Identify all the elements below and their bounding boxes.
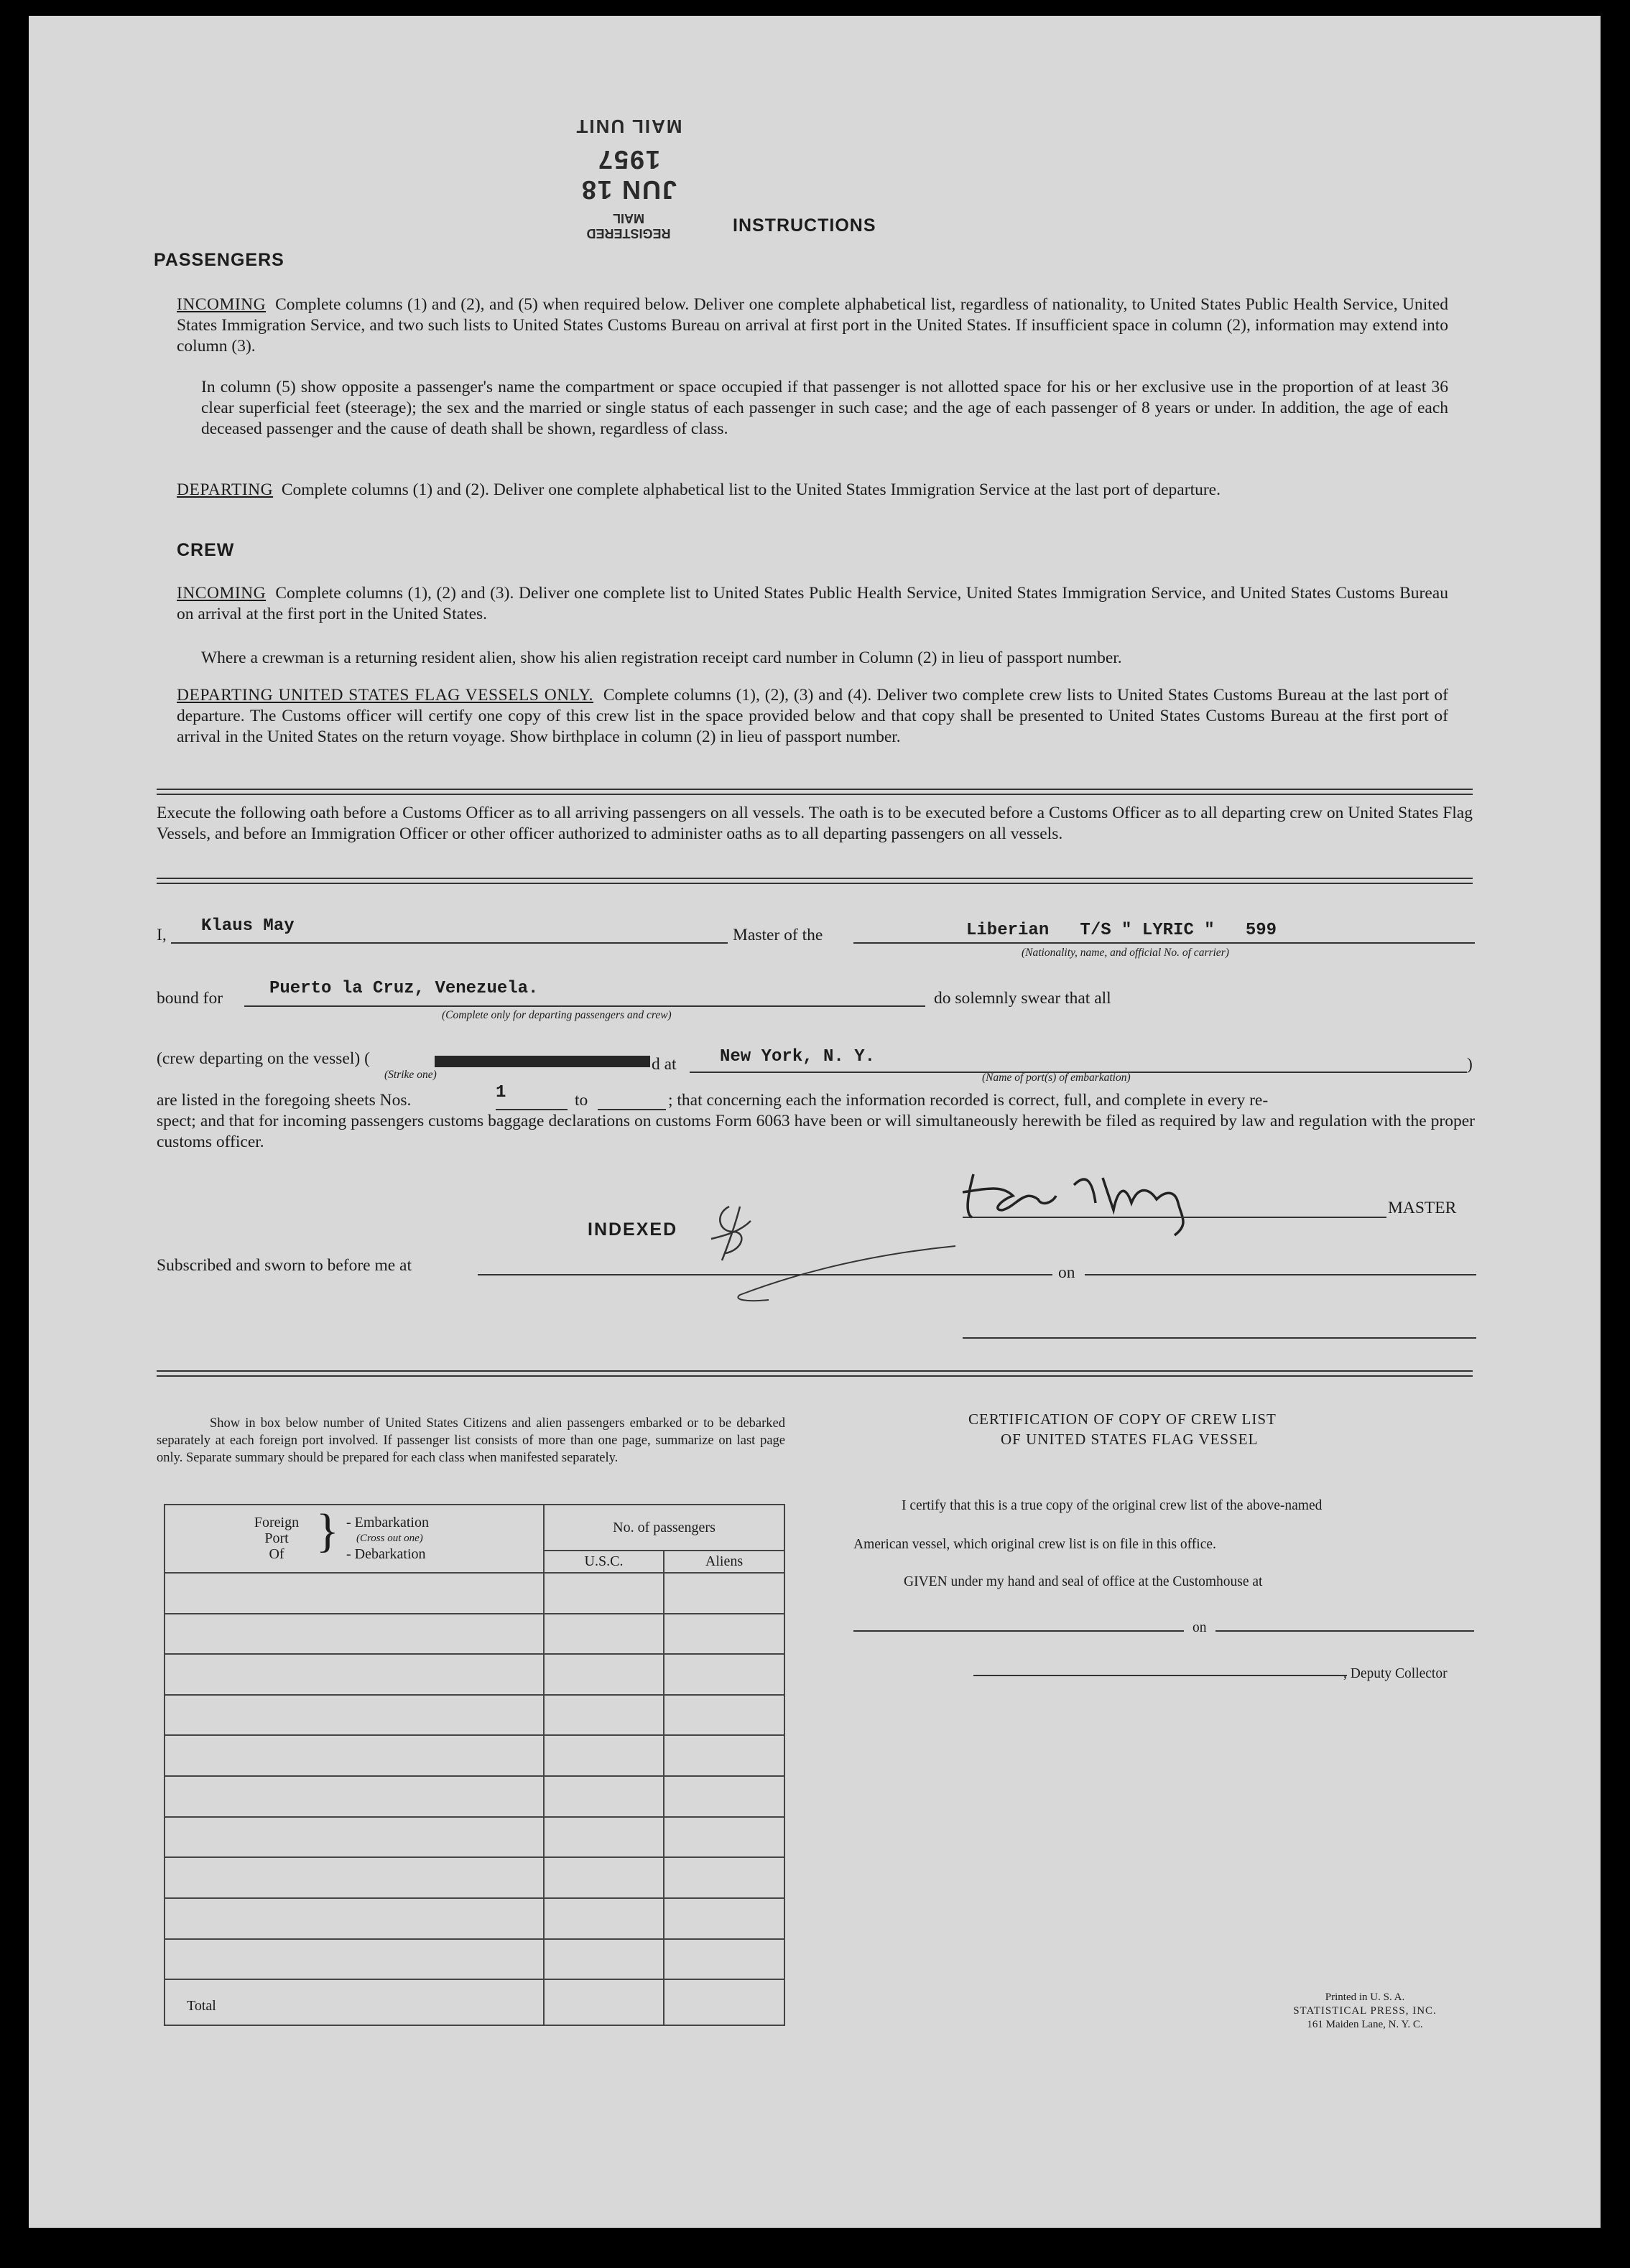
crew-heading: CREW <box>177 540 235 560</box>
vessel-line <box>853 942 1475 944</box>
cross-out-label: (Cross out one) <box>356 1532 423 1544</box>
divider-1 <box>157 789 1473 795</box>
strikethrough-block <box>435 1056 650 1067</box>
port-close-paren: ) <box>1467 1055 1473 1074</box>
indexed-stamp: INDEXED <box>588 1219 678 1240</box>
crew-incoming-label: INCOMING <box>177 584 267 603</box>
destination-line <box>244 1005 925 1007</box>
port-caption: (Name of port(s) of embarkation) <box>982 1072 1131 1084</box>
brace-icon: } <box>316 1504 339 1557</box>
passenger-summary-table <box>164 1504 785 2026</box>
officer-signature-line <box>963 1337 1476 1339</box>
embarkation-label: - Embarkation <box>346 1514 429 1530</box>
table-row <box>165 1614 784 1655</box>
sheet-to-line <box>598 1109 666 1110</box>
oath-instruction: Execute the following oath before a Customs Officer as to all arriving passengers on all vessels. The oath is to be executed before a Customs Officer as to all departing crew on United States Flag Vessels, and before an Immigration Officer or other officer authorized to administer oaths as to all departing passengers on all vessels. <box>157 804 1473 843</box>
instructions-title: INSTRUCTIONS <box>733 215 876 236</box>
strike-caption: (Strike one) <box>384 1069 437 1081</box>
usc-header: U.S.C. <box>544 1551 664 1573</box>
foreign-label: Foreign <box>254 1514 300 1530</box>
crew-resident-paragraph: Where a crewman is a returning resident alien, show his alien registration receipt card number in Column (2) in lieu of passport number. <box>201 649 1122 667</box>
debarkation-label: - Debarkation <box>346 1546 426 1562</box>
deputy-signature-line <box>973 1675 1347 1676</box>
crew-departing-paragraph <box>177 685 1448 748</box>
aliens-header: Aliens <box>664 1551 784 1573</box>
stamp-unit: MAIL UNIT <box>575 116 682 137</box>
sheets-text-2: spect; and that for incoming passengers customs baggage declarations on customs Form 6063 have been or will simultaneously herewith be filed as required by law and regulation with the proper customs officer. <box>157 1112 1475 1151</box>
master-signature-line <box>963 1217 1386 1218</box>
summary-instruction: Show in box below number of United States Citizens and alien passengers embarked or to be debarked separately at each foreign port involved. If passenger list consists of more than one page, summarize on last page only. Separate summary should be prepared for each class when manifested separately. <box>157 1416 785 1465</box>
master-signature <box>959 1160 1225 1239</box>
table-row <box>165 1735 784 1776</box>
passengers-heading: PASSENGERS <box>154 250 284 270</box>
passengers-column5-paragraph: In column (5) show opposite a passenger's name the compartment or space occupied if that passenger is not allotted space for his or her exclusive use in the proportion of at least 36 clear superficial feet (steerage); the sex and the married or single status of each passenger in such case; and the age of each passenger of 8 years or under. In addition, the age of each deceased passenger and the cause of death shall be shown, regardless of class. <box>201 378 1448 438</box>
certification-line-1: I certify that this is a true copy of the original crew list of the above-named <box>902 1498 1323 1513</box>
stamp-mail: MAIL <box>613 211 644 226</box>
passengers-incoming-text: Complete columns (1) and (2), and (5) when required below. Deliver one complete alphabetical list, regardless of nationality, to United States Public Health Service, United States Immigration Service, and two such lists to United States Customs Bureau on arrival at first port in the United States. If insufficient space in column (2), information may extend into column (3). <box>177 295 1449 355</box>
struck-suffix: d at <box>652 1055 677 1074</box>
crew-departing-text: Complete columns (1), (2), (3) and (4). Deliver two complete crew lists to United States Customs Bureau at the last port of departure. The Customs officer will certify one copy of this crew list in the space provided below and that copy shall be presented to United States Customs Bureau at the first port of arrival in the United States on the return voyage. Show birthplace in column (2) in lieu of passport number. <box>177 686 1449 746</box>
to-label: to <box>575 1091 588 1110</box>
certification-title-2: OF UNITED STATES FLAG VESSEL <box>1001 1431 1259 1448</box>
crew-incoming-text: Complete columns (1), (2) and (3). Deliver one complete list to United States Public Health Service, United States Immigration Service, and United States Customs Bureau on arrival at the first port in the United States. <box>177 584 1448 623</box>
master-of-label: Master of the <box>733 926 823 944</box>
subscribed-date-line <box>1085 1274 1476 1275</box>
of-label: Of <box>269 1546 284 1562</box>
passengers-departing-text: Complete columns (1) and (2). Deliver one complete alphabetical list to the United States Immigration Service at the last port of departure. <box>281 480 1221 499</box>
divider-2 <box>157 878 1473 884</box>
certification-line-2: American vessel, which original crew list is on file in this office. <box>853 1537 1216 1552</box>
customhouse-line <box>853 1630 1184 1632</box>
oath-i-label: I, <box>157 926 167 944</box>
port-label: Port <box>264 1530 289 1546</box>
mail-unit-stamp <box>546 108 711 241</box>
crew-departing-label: (crew departing on the vessel) ( <box>157 1049 370 1068</box>
vessel-caption: (Nationality, name, and official No. of carrier) <box>1022 947 1229 959</box>
printer-line-2: STATISTICAL PRESS, INC. <box>1293 2005 1437 2017</box>
stamp-date: JUN 18 1957 <box>580 145 677 205</box>
passengers-departing-label: DEPARTING <box>177 480 274 499</box>
master-label: MASTER <box>1388 1199 1457 1217</box>
port-header-cell <box>165 1505 544 1573</box>
certification-date-line <box>1215 1630 1474 1632</box>
no-passengers-header: No. of passengers <box>544 1505 784 1551</box>
passengers-incoming-label: INCOMING <box>177 295 267 314</box>
destination-value: Puerto la Cruz, Venezuela. <box>269 979 539 998</box>
table-row <box>165 1776 784 1817</box>
crew-incoming-paragraph <box>177 583 1448 625</box>
deputy-collector-label: , Deputy Collector <box>1343 1666 1448 1681</box>
total-label: Total <box>165 1979 544 2025</box>
subscribed-label: Subscribed and sworn to before me at <box>157 1256 412 1275</box>
master-name: Klaus May <box>201 916 295 936</box>
printer-line-1: Printed in U. S. A. <box>1325 1992 1405 2003</box>
certification-on-label: on <box>1193 1620 1207 1635</box>
certification-line-3: GIVEN under my hand and seal of office at the Customhouse at <box>904 1574 1263 1589</box>
subscribed-on-label: on <box>1058 1263 1075 1282</box>
port-value: New York, N. Y. <box>720 1047 876 1066</box>
sheets-text-1: ; that concerning each the information recorded is correct, full, and complete in every re- <box>668 1091 1269 1110</box>
destination-caption: (Complete only for departing passengers and crew) <box>442 1009 672 1021</box>
total-row <box>165 1979 784 2025</box>
stamp-registered: REGISTERED <box>586 226 671 241</box>
printer-line-3: 161 Maiden Lane, N. Y. C. <box>1307 2019 1423 2030</box>
master-name-line <box>171 942 728 944</box>
vessel-value: Liberian T/S " LYRIC " 599 <box>966 921 1277 940</box>
passengers-departing-paragraph <box>177 480 1448 501</box>
table-row <box>165 1654 784 1695</box>
sheets-label: are listed in the foregoing sheets Nos. <box>157 1091 412 1110</box>
swear-text: do solemnly swear that all <box>934 989 1111 1008</box>
printer-imprint <box>1257 1991 1473 2032</box>
bound-for-label: bound for <box>157 989 223 1008</box>
sheet-from-value: 1 <box>496 1083 506 1102</box>
table-row <box>165 1573 784 1614</box>
table-row <box>165 1695 784 1736</box>
passengers-incoming-paragraph <box>177 294 1448 357</box>
divider-3 <box>157 1370 1473 1377</box>
crew-departing-label: DEPARTING UNITED STATES FLAG VESSELS ONLY. <box>177 686 594 705</box>
table-row <box>165 1939 784 1980</box>
table-row <box>165 1817 784 1858</box>
table-row <box>165 1898 784 1939</box>
subscribed-place-line <box>478 1274 1052 1275</box>
table-row <box>165 1857 784 1898</box>
sheet-from-line <box>496 1109 568 1110</box>
certification-title-1: CERTIFICATION OF COPY OF CREW LIST <box>968 1410 1277 1428</box>
